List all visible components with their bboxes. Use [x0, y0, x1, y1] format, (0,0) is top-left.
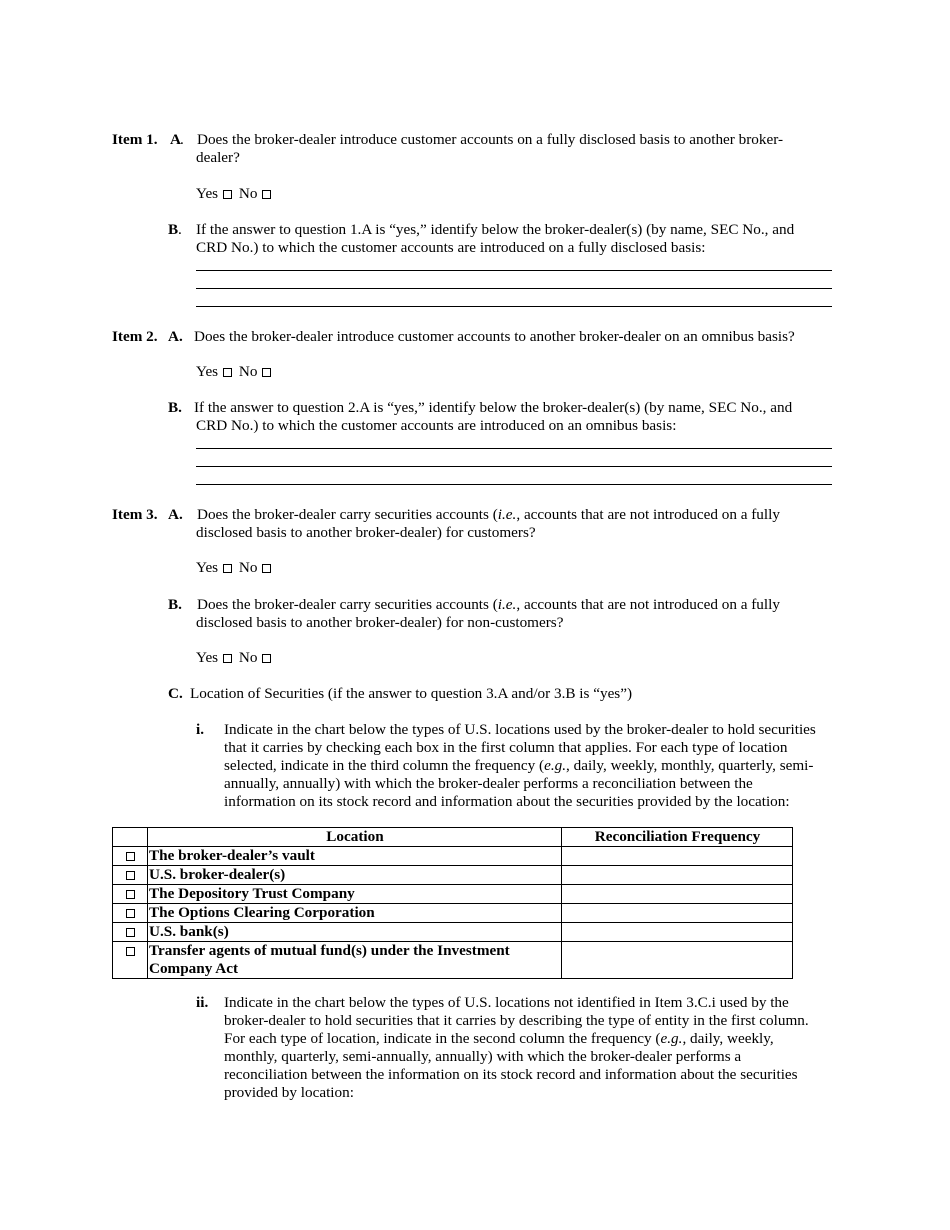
- location-checkbox[interactable]: [126, 928, 135, 937]
- item-2b-question-line2: CRD No.) to which the customer accounts are introduced on an omnibus basis:: [196, 417, 677, 434]
- item-2a-question: Does the broker-dealer introduce customer accounts to another broker-dealer on an omnibus basis?: [194, 328, 795, 345]
- item-3b-question-line1: Does the broker-dealer carry securities accounts (i.e., accounts that are not introduced on a fully: [197, 596, 780, 613]
- item-3c-i-instructions: Indicate in the chart below the types of U.S. locations used by the broker-dealer to hold securities that it carries by checking each box in the first column that applies. For each type of location selected, indicate in the third column the frequency (e.g., daily, weekly, monthly, quarterly, semi- annually, annually) with which the broker-dealer performs a reconciliation between the information on its stock record and information about the securities provided by the location:: [224, 721, 816, 810]
- frequency-cell[interactable]: [562, 885, 793, 904]
- yes-label: Yes: [196, 649, 219, 666]
- location-table: [112, 827, 793, 979]
- answer-line[interactable]: [196, 306, 832, 307]
- location-checkbox[interactable]: [126, 871, 135, 880]
- item-2a-letter: A.: [168, 328, 183, 345]
- item-1b-question-line2: CRD No.) to which the customer accounts are introduced on a fully disclosed basis:: [196, 239, 706, 256]
- checkbox-column-header: [113, 828, 148, 847]
- answer-line[interactable]: [196, 484, 832, 485]
- item-2b-question-line1: If the answer to question 2.A is “yes,” identify below the broker-dealer(s) (by name, SEC No., and: [194, 399, 793, 416]
- item-3c-ii-instructions: Indicate in the chart below the types of U.S. locations not identified in Item 3.C.i used by the broker-dealer to hold securities that it carries by describing the type of entity in the first column. For each type of location, indicate in the second column the frequency (e.g., daily, weekly, monthly, quarterly, semi-annually, annually) with which the broker-dealer performs a reconciliation between the information on its stock record and information about the securities provided by location:: [224, 994, 809, 1101]
- item-1a-question-line1: Does the broker-dealer introduce customer accounts on a fully disclosed basis to another broker-: [197, 131, 784, 148]
- item-3c-i-label: i.: [196, 721, 205, 738]
- table-row: [113, 942, 793, 979]
- item-3b-letter: B.: [168, 596, 182, 613]
- frequency-cell[interactable]: [562, 847, 793, 866]
- item-1b-question-line1: If the answer to question 1.A is “yes,” identify below the broker-dealer(s) (by name, SEC No., and: [196, 221, 795, 238]
- yes-label: Yes: [196, 185, 219, 202]
- item-3a-question-line1: Does the broker-dealer carry securities accounts (i.e., accounts that are not introduced on a fully: [197, 506, 780, 523]
- yes-checkbox[interactable]: [223, 190, 232, 199]
- location-name: Transfer agents of mutual fund(s) under the Investment Company Act: [148, 942, 562, 979]
- table-row: [113, 866, 793, 885]
- location-checkbox[interactable]: [126, 947, 135, 956]
- answer-line[interactable]: [196, 288, 832, 289]
- frequency-cell[interactable]: [562, 904, 793, 923]
- location-checkbox[interactable]: [126, 890, 135, 899]
- item-1a-question-line2: dealer?: [196, 149, 240, 166]
- no-label: No: [238, 649, 258, 666]
- table-row: [113, 923, 793, 942]
- no-checkbox[interactable]: [262, 654, 271, 663]
- table-row: [113, 847, 793, 866]
- location-name: U.S. broker-dealer(s): [148, 866, 562, 885]
- frequency-cell[interactable]: [562, 923, 793, 942]
- no-label: No: [238, 363, 258, 380]
- table-header-row: [113, 828, 793, 847]
- no-checkbox[interactable]: [262, 368, 271, 377]
- item-3a-answer: [196, 559, 274, 577]
- answer-line[interactable]: [196, 448, 832, 449]
- no-label: No: [238, 185, 258, 202]
- location-name: The Depository Trust Company: [148, 885, 562, 904]
- location-name: The broker-dealer’s vault: [148, 847, 562, 866]
- item-2a-answer: [196, 363, 274, 381]
- yes-checkbox[interactable]: [223, 564, 232, 573]
- item-3c-letter: C.: [168, 685, 183, 702]
- item-1a-answer: [196, 185, 274, 203]
- yes-label: Yes: [196, 559, 219, 576]
- no-checkbox[interactable]: [262, 564, 271, 573]
- item-3c-heading: Location of Securities (if the answer to question 3.A and/or 3.B is “yes”): [190, 685, 633, 702]
- location-checkbox[interactable]: [126, 852, 135, 861]
- no-label: No: [238, 559, 258, 576]
- yes-checkbox[interactable]: [223, 368, 232, 377]
- table-row: [113, 885, 793, 904]
- item-1-label: Item 1.: [112, 131, 158, 148]
- item-1a-letter: A: [170, 131, 181, 148]
- item-2-label: Item 2.: [112, 328, 158, 345]
- item-3b-answer: [196, 649, 274, 667]
- table-row: [113, 904, 793, 923]
- frequency-cell[interactable]: [562, 866, 793, 885]
- item-1b-letter: B: [168, 221, 179, 238]
- no-checkbox[interactable]: [262, 190, 271, 199]
- item-2b-letter: B.: [168, 399, 182, 416]
- location-checkbox[interactable]: [126, 909, 135, 918]
- answer-line[interactable]: [196, 270, 832, 271]
- location-name: U.S. bank(s): [148, 923, 562, 942]
- item-3c-ii-label: ii.: [196, 994, 209, 1011]
- yes-checkbox[interactable]: [223, 654, 232, 663]
- yes-label: Yes: [196, 363, 219, 380]
- answer-line[interactable]: [196, 466, 832, 467]
- item-3a-letter: A.: [168, 506, 183, 523]
- location-name: The Options Clearing Corporation: [148, 904, 562, 923]
- frequency-column-header: Reconciliation Frequency: [562, 828, 793, 847]
- item-3b-question-line2: disclosed basis to another broker-dealer) for non-customers?: [196, 614, 564, 631]
- location-column-header: Location: [148, 828, 562, 847]
- item-3-label: Item 3.: [112, 506, 158, 523]
- frequency-cell[interactable]: [562, 942, 793, 979]
- item-3a-question-line2: disclosed basis to another broker-dealer) for customers?: [196, 524, 536, 541]
